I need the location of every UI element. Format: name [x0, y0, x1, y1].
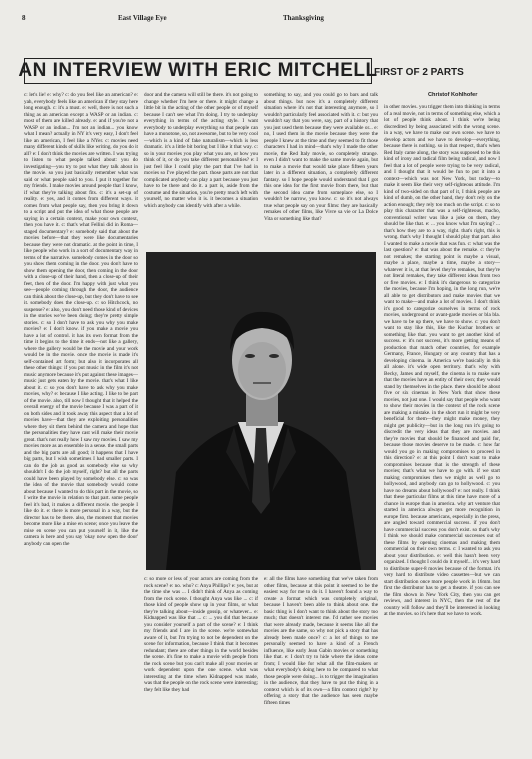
headline: AN INTERVIEW WITH ERIC MITCHELL — [18, 60, 378, 81]
part-label: FIRST OF 2 PARTS — [374, 67, 464, 78]
page-number: 8 — [22, 14, 26, 22]
page-header — [18, 12, 518, 26]
newspaper-page — [18, 12, 518, 750]
column-2-bottom-text: c: so more or less of your actors are coming from the rock scene? e: no. who? c: Anya Phillips? e: yes, but at the time she was ... I didn't think of Anya as coming from the rock scene. I thought Anya was like ... c: if those kind of people show up in your films, or what they're talking about—inside gossip, or whatever... e: Kidnapped was like that ... c: ... you did that because you consider yourself a part of the scene? e: I think my friends and I are in the scene. we're somewhat aware of it, but I'm trying to not be dependent on the scene for information, because I think that it becomes redundant; there are other things in the world besides the scene. it's fine to make a movie with people from the rock scene but you can't make all your movies or work dependent upon the one scene. what was interesting at the time when Kidnapped was made, was that the people on the rock scene were interesting; they felt like they had — [144, 576, 258, 693]
issue-label: Thanksgiving — [283, 14, 324, 22]
paper-name: East Village Eye — [118, 14, 167, 22]
headline-box — [18, 58, 378, 84]
text-column-2-top — [144, 92, 258, 247]
portrait-photo — [146, 252, 376, 570]
column-3-top-text: something to say, and you could go to bars and talk about things. but now it's a completely different situation where it's not that interesting anymore, so I wouldn't particularly feel associated with it. c: but you wouldn't say that you were, say, part of a history that you just used them because they were available or... e: no, I used them in the movie because they were the people I knew at the time and they seemed to fit those characters I had in mind—that's why I made the other movie, the Red Italy movie, so completely strange. even I didn't want to make the same movie again, but to make a movie that would take place fifteen years later in a different situation, a completely different fantasy. so I hope people would understand that I got this one idea for the first movie from there, but that the second idea came from someplace else, so I wouldn't be narrow, you know. c: so it's not always true what people say on your films: they are basically remakes of other films, like Vivre sa vie or La Dolce Vita or something like that? — [264, 92, 378, 222]
text-column-2-bottom — [144, 576, 258, 747]
portrait-illustration — [146, 252, 376, 570]
column-3-bottom-text: e: all the films have something that we've taken from other films, because at this point it seemed to be the easiest way for me to do it. I haven't found a way to create a format which was completely original, because I haven't been able to think about one. the basic thing is I don't want to think about the story too much; that doesn't interest me. I'd rather see movies that were already made, because it seems like all the movies are the same, so why not pick a story that has already been made once? c: a lot of things to me personally seemed to have a kind of a French influence, like early Jean Gabin movies or something like that. e: I don't try to hide where the ideas come from; I would like for what all the film-makers or what everybody's doing here to be compared to what those people were doing... is to trigger the imagination in the audience, that they have to put the thing in a context which is of its own—a film context right? by offering a story that the audience has seen maybe fifteen times — [264, 576, 378, 706]
column-1-text: c: let's lie! e: why? c: do you feel like an american? e: yah, everybody feels like an american if they stay here long enough. c: it's a must. e: well, there is not such a thing as an american except a WASP or an indian. c: most of them are killed already. e: and if you're not a WASP or an indian... I'm not an indian... you know what I mean? actually in NY it's very easy, I don't feel like an american, I feel like a NYer. c: movies need many different kinds of skills like writing. do you do it all? e: I don't think the movies are written. I was trying to listen to what people talked about: you do investigating—you try to put what they talk about in the movie. so you just basically remember what was said or what people said to you. I put it together for my friends. I make movies around people that I know, if what they're talking about fits. c: it's a set-up of reality. e: yes, and it comes from different ways. it comes from what people say, then you bring it down to a script and put the idea of what those people are saying in a certain context, make your own context, then you have it. c: that's what Fellini did in Roma—staged documentary? e: somebody said that about the movies before—that they were like documentaries because they were not dramatic. at the point in time, I like people who work in a sort of documentary way in terms of the narrative. somebody comes in the door so you show them coming in the door. you don't have to show them opening the door, then coming in the door with a close-up of their hand, then a close-up of their feet, then of the door. I'm happy with just what you see—people coming through the door, the audience can think about the close-up, but they don't have to see it. somebody does the close-up. c: so Hitchcock, no suspense? e: also, you don't need those kind of devices in the stories we've been doing; they're pretty simple stories. c: so I don't have to ask you why you make movies? e: I don't know. if you make a movie you have a lot of control. it has its own format from the time it begins to the time it ends—not like a gallery, where the gallery would be the movie and your work would be in the movie. once the movie is made it's self-contained art form; but also it incorporates all these other things: if you put music in the film it's not music anymore because it's put against these images—music just gets eaten by the movie. that's what I like about it. c: so you don't have to ask why you make movies, why? e: because I like acting. I like to be part of the movie. also, till now I thought that it helped the overall energy of the movie because I was a part of it on both sides and it took away this aspect that a lot of movies have—that they are exploiting personalities where they sit them behind the camera and hope that the personalities they have cast will make their movie great. that's not really how I saw my movies. I saw my movies more as an ensemble in a sense. the small parts and the big parts are all good; it happens that I have big parts, but I wish sometimes I had smaller parts. I can do the job as good as somebody else so why shouldn't I do the job myself, right? but all the parts could have been played by somebody else. c: so was the idea of the movie that somebody would come about because I wanted to do this part in the movie, so I write the movie in relation to that part. some people feel it's bad, it makes a different movie. the people I like do it. e: there is more personal in a way, but the director has to be there. also, the moment that movies become more like a mise en scene; once you leave the mise en scene you can put yourself in it, like the camera is here and you say 'okay now open the door' anybody can open the — [24, 92, 138, 547]
text-column-3-top — [264, 92, 378, 247]
byline: Christof Kohlhofer — [428, 92, 478, 98]
column-2-top-text: door and the camera will still be there. it's not going to change whether I'm here or there. it might change a little bit in the acting of the other people or of myself because I can't see what I'm doing. I try to underplay everything in terms of the acting style. I want everybody to underplay everything so that people can have a monotone, so, not awesome, but to be very cool—which is a kind of fake naturalism—which is less dramatic. it's a little bit boring but I like it that way. c: so in your movies you play what you are, or how you think of it, or do you take different personalities? e: I just feel like I could play the part that I've had in movies so I've played the part. those parts are not that complicated anybody can play a part because you just have to be there and do it. a part is, aside from the costume and the situation, you're pretty much left with yourself, no matter who it is. it becomes a situation which anybody can identify with after a while. — [144, 92, 258, 209]
text-column-3-bottom — [264, 576, 378, 747]
column-4-text: in other movies. you trigger them into thinking in terms of a real movie, not in terms of something else, which a lot of people think about. I think we're being discredited by being associated with the wrong scene. in a way, we have to make our own scene. we have to develop actors and we have to develop—everything, because there is nothing. so in that respect, that's when Red Italy came along, the story was supposed to be this kind of irony and radical film being radical, and now I feel that a lot of people were trying to be very radical, and I thought that it would be fun to put it into a context—which was not New York, but today—to make it seem like their very self-righteous attitude. I'm kind of two-sided on that part of it, I think people are kind of dumb, on the other hand, they don't rely on the action enough; they rely too much on the script. c: so to play this character that was a self-righteous, macho, conventional writer was like a joke on them, they should be like that. e: ... you know what I'm saying? ... that's how they are to a way, right. that's right, this is wrong. that's why I thought I should play that part. also I wanted to make a movie that was fun. c: what was the last question? e: that was about the remake. c: they're not remakes; the starting point is maybe a visual, maybe a place, maybe a time, maybe a story—whatever it is, at that level they're remakes, but they're not literal remakes, they take different ideas from two or five movies. e: I think it's dangerous to categorize the movies, because I'm hoping, in the long run, we're all able to get distributors and make movies that we want to make—and make a lot of movies. I don't think it's good to categorize ourselves in terms of rock movies, underground or avant-garde movies or bla bla. we have to be up there, we have to show. c: you don't want to stay like this, like the Kuchar brothers or something like that. you want to get another kind of success. e: it's not success, it's more getting means of production that match other countries, for example Germany, France, Hungary or any country that has a developing cinema. in America we're basically in this all alone. it's wide open territory. that's why with Becky, James and myself, the cinema is to make sure that the movies have an entity of their own; they would stand by themselves in the place. there should be about five or six cinemas in New York that show these movies, not just one. I would say that people who want to show their movies in the context of the rock scene are making a mistake. in the short run it might be very beneficial for them—they might make money, they might get publicity—but in the long run it's going to discredit the very ideas that they are movies. and they're movies that should be financed and paid for, because those movies deserve to be made. c: how far would you go in making compromises to proceed in this direction? e: at this point I don't want to make compromises because that is the strength of these movies; that's what we have to go with. if we start making compromises then we might as well go to hollywood, and anybody can go to hollywood. c: you have no dreams about hollywood? e: not really. I think that these particular films at this time have more of a chance in europe than in america. why art venture that started in america always get more recognition in europe first. because americans, especially in the press, are angled toward commercial success. if you don't have commercial success you don't exist. so that's why I think we should make commercial successes out of these films by opening cinemas and making them commercial on their own terms. c: I wanted to ask you about your distribution. e: well this hasn't been very organized. I thought I could do it myself... it's very hard to distribute super-8 movies because of the format. it's very hard to distribute video cassettes—but we can start distribution once more people work in 16mm. but first the distributor has to get a theatre. if you can see the film shown in New York City, then you can get reviews, and interest in NYC, then the rest of the country will follow and they'll be interested in looking at the movies. so it's here that we have to work. — [384, 104, 500, 617]
text-column-4 — [384, 104, 500, 747]
text-column-1 — [24, 92, 138, 747]
